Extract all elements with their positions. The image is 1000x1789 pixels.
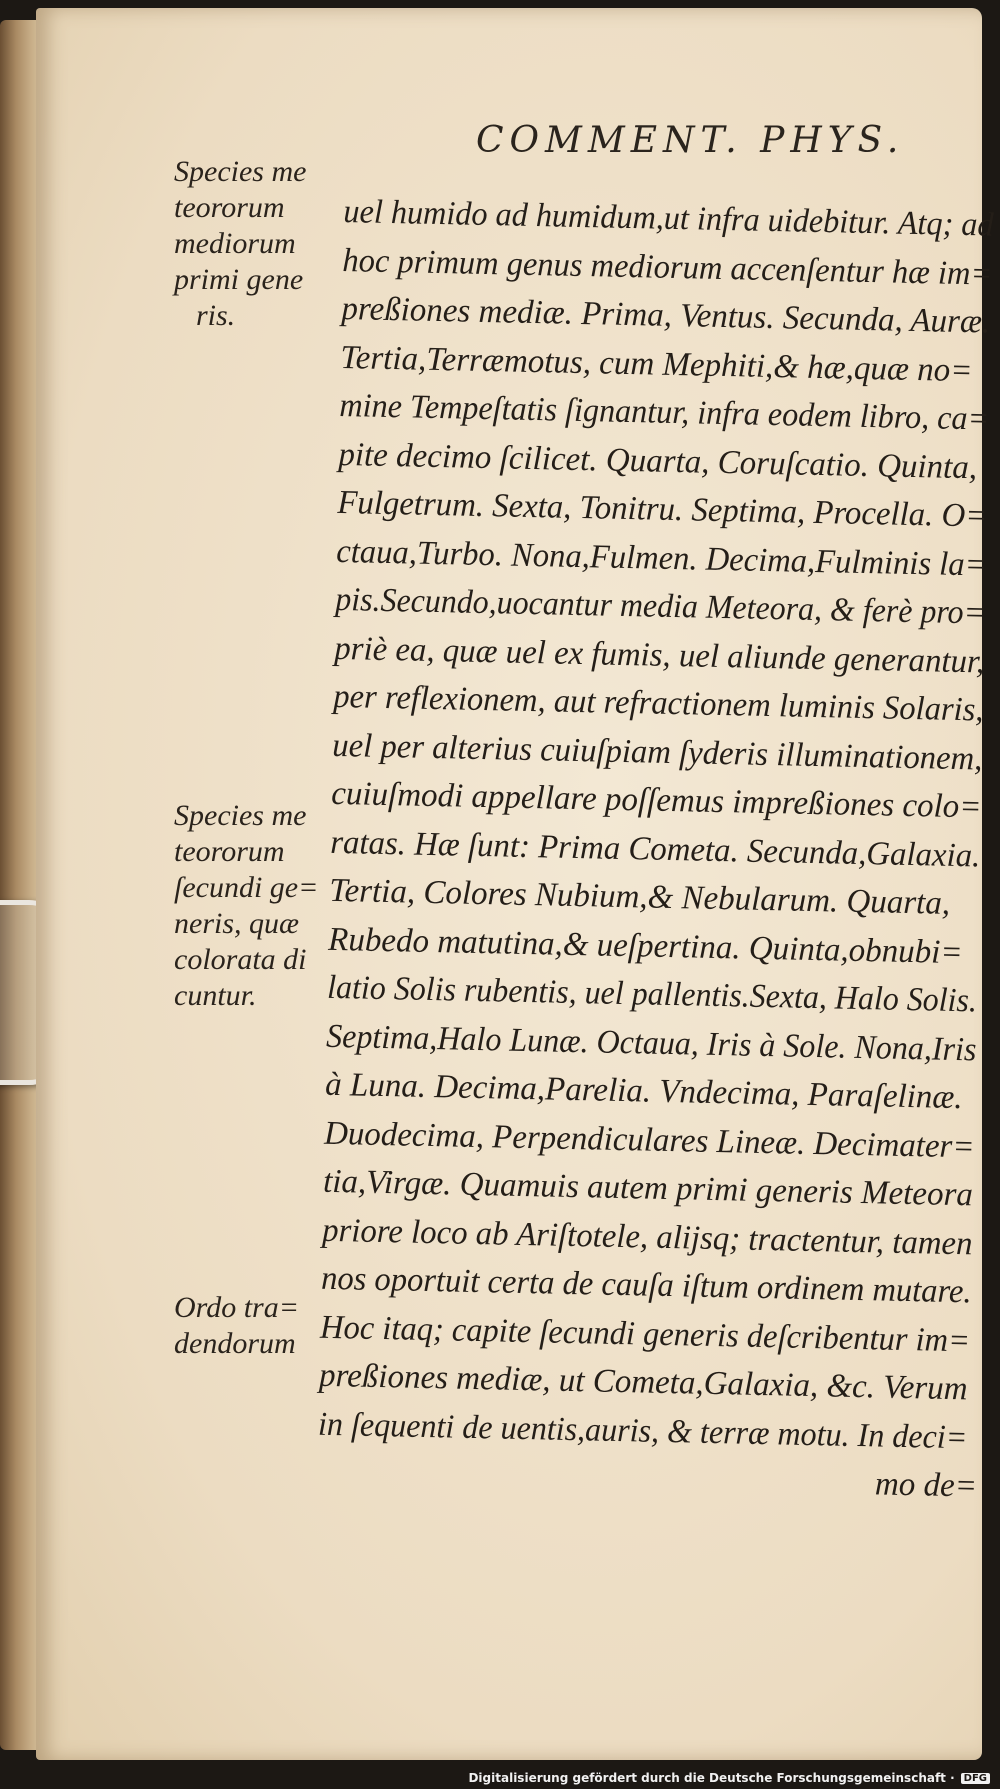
margin-note-line: Ordo tra= bbox=[174, 1291, 299, 1324]
margin-note-line: ris. bbox=[196, 299, 236, 332]
margin-note-line: dendorum bbox=[174, 1327, 296, 1360]
body-line: tia,Virgæ. Quamuis autem primi generis Meteora bbox=[322, 1162, 974, 1214]
body-line: uel humido ad humidum,ut infra uidebitur. Atq; ad bbox=[343, 192, 994, 244]
body-line: hoc primum genus mediorum accenſentur hæ im= bbox=[342, 241, 993, 293]
body-line: ctaua,Turbo. Nona,Fulmen. Decima,Fulminis la= bbox=[336, 532, 987, 584]
body-line: priè ea, quæ uel ex fumis, uel aliunde generantur, bbox=[333, 629, 985, 681]
body-line: Tertia, Colores Nubium,& Nebularum. Quarta, bbox=[328, 871, 951, 922]
body-line: pite decimo ſcilicet. Quarta, Coruſcatio. Quinta, bbox=[338, 435, 978, 486]
margin-note-line: cuntur. bbox=[174, 979, 257, 1012]
body-text bbox=[317, 188, 1000, 1511]
body-line: nos oportuit certa de cauſa iſtum ordinem mutare. bbox=[320, 1259, 972, 1311]
body-line: uel per alterius cuiuſpiam ſyderis illuminationem, bbox=[331, 726, 983, 777]
body-line: cuiuſmodi appellare poſſemus impreßiones colo= bbox=[330, 774, 982, 826]
body-line: Rubedo matutina,& ueſpertina. Quinta,obnubi= bbox=[327, 920, 964, 971]
book-page bbox=[36, 8, 994, 1760]
body-line: per reflexionem, aut refractionem luminis Solaris, bbox=[332, 677, 984, 729]
margin-note-species-secundi bbox=[174, 798, 344, 1014]
body-line: Tertia,Terræmotus, cum Mephiti,& hæ,quæ no= bbox=[340, 338, 973, 389]
margin-note-line: Species me bbox=[174, 799, 307, 832]
dfg-logo-icon: DFG bbox=[961, 1773, 990, 1784]
body-line: pis.Secundo,uocantur media Meteora, & ferè pro= bbox=[334, 580, 986, 632]
margin-note-species-primi bbox=[174, 154, 344, 334]
margin-note-line: ſecundi ge= bbox=[174, 871, 319, 904]
body-line: priore loco ab Ariſtotele, alijsq; tractentur, tamen bbox=[321, 1211, 973, 1262]
margin-note-line: colorata di bbox=[174, 943, 307, 976]
margin-note-line: Species me bbox=[174, 155, 307, 188]
body-line: mine Tempeſtatis ſignantur, infra eodem libro, ca= bbox=[339, 386, 990, 438]
margin-note-line: mediorum bbox=[174, 227, 296, 260]
body-line: ratas. Hæ ſunt: Prima Cometa. Secunda,Galaxia. bbox=[329, 823, 981, 874]
running-head: COMMENT. PHYS. bbox=[476, 120, 905, 161]
body-line: à Luna. Decima,Parelia. Vndecima, Paraſelinæ. bbox=[324, 1065, 964, 1117]
body-line: Duodecima, Perpendiculares Lineæ. Decimater= bbox=[323, 1114, 975, 1165]
digitization-footer bbox=[468, 1771, 990, 1785]
catchword: mo de= bbox=[874, 1465, 978, 1505]
body-line: Fulgetrum. Sexta, Tonitru. Septima, Procella. O= bbox=[337, 483, 988, 535]
margin-note-ordo bbox=[174, 1290, 344, 1362]
margin-note-line: teororum bbox=[174, 191, 285, 224]
body-line: in ſequenti de uentis,auris, & terræ motu. In deci= bbox=[317, 1405, 968, 1456]
body-line: Hoc itaq; capite ſecundi generis deſcribentur im= bbox=[319, 1308, 971, 1359]
margin-note-line: teororum bbox=[174, 835, 285, 868]
body-line: Septima,Halo Lunæ. Octaua, Iris à Sole. Nona,Iris bbox=[325, 1017, 977, 1068]
footer-credit: Digitalisierung gefördert durch die Deutsche Forschungsgemeinschaft · bbox=[468, 1771, 955, 1785]
margin-note-line: neris, quæ bbox=[174, 907, 300, 940]
body-line: latio Solis rubentis, uel pallentis.Sexta, Halo Solis. bbox=[326, 968, 978, 1020]
body-line: preßiones mediæ, ut Cometa,Galaxia, &c. Verum bbox=[318, 1356, 968, 1408]
body-line: preßiones mediæ. Prima, Ventus. Secunda, Auræ. bbox=[341, 289, 991, 341]
margin-note-line: primi gene bbox=[174, 263, 304, 296]
